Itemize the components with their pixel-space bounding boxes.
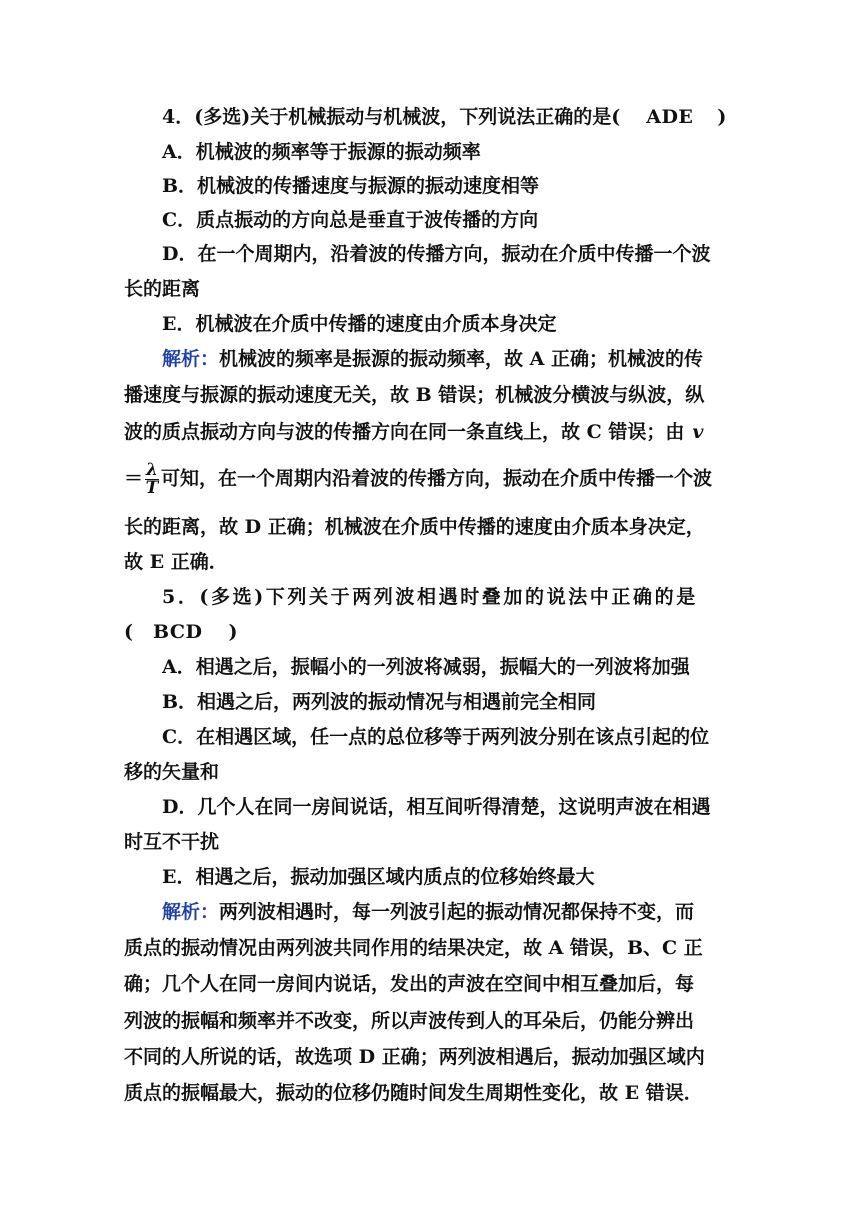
- q5-stem-line-2: [124, 619, 238, 645]
- q5-analysis-line-1: [162, 899, 694, 925]
- q4-analysis-line-4: [124, 462, 712, 497]
- q4-stem: [162, 104, 726, 130]
- q4-option-c: C．质点振动的方向总是垂直于波传播的方向: [162, 209, 539, 231]
- formula-denominator: T: [145, 478, 159, 498]
- q5-option-c-cont: 移的矢量和: [124, 761, 220, 783]
- q5-analysis-label: 解析：: [162, 901, 220, 923]
- q5-option-d-cont: 时互不干扰: [124, 831, 220, 853]
- q4-stem-prefix: 4．(多选)关于机械振动与机械波，下列说法正确的是(: [162, 106, 621, 128]
- q4-analysis-line-6: 故 E 正确．: [124, 551, 228, 573]
- q4-stem-suffix: ): [717, 106, 727, 128]
- q5-option-b: B．相遇之后，两列波的振动情况与相遇前完全相同: [162, 691, 597, 713]
- q5-analysis-text-1: 两列波相遇时，每一列波引起的振动情况都保持不变，而: [219, 901, 695, 923]
- q5-option-e: E．相遇之后，振动加强区域内质点的位移始终最大: [162, 866, 595, 888]
- q5-stem-suffix: ): [228, 621, 238, 643]
- q5-answer: BCD: [153, 621, 203, 643]
- q4-option-a: A．机械波的频率等于振源的振动频率: [162, 141, 481, 163]
- q4-analysis-line-3: [124, 419, 703, 445]
- q5-analysis-line-4: 列波的振幅和频率并不改变，所以声波传到人的耳朵后，仍能分辨出: [124, 1010, 695, 1032]
- q4-analysis-line-5: 长的距离，故 D 正确；机械波在介质中传播的速度由介质本身决定，: [124, 516, 705, 538]
- q5-analysis-line-6: 质点的振幅最大，振动的位移仍随时间发生周期性变化，故 E 错误．: [124, 1082, 703, 1104]
- q5-option-a: A．相遇之后，振幅小的一列波将减弱，振幅大的一列波将加强: [162, 656, 690, 678]
- q4-option-d-cont: 长的距离: [124, 278, 201, 300]
- q5-analysis-line-2: 质点的振动情况由两列波共同作用的结果决定，故 A 错误，B、C 正: [124, 937, 703, 959]
- q4-analysis-line-1: [162, 346, 703, 372]
- q4-analysis-text-1: 机械波的频率是振源的振动频率，故 A 正确；机械波的传: [219, 348, 703, 370]
- q4-analysis-text-4: 可知，在一个周期内沿着波的传播方向，振动在介质中传播一个波: [160, 467, 712, 490]
- q5-analysis-line-3: 确；几个人在同一房间内说话，发出的声波在空间中相互叠加后，每: [124, 973, 695, 995]
- q5-option-d: D．几个人在同一房间说话，相互间听得清楚，这说明声波在相遇: [162, 796, 711, 818]
- formula-equals: ＝: [124, 467, 144, 490]
- q5-analysis-line-5: 不同的人所说的话，故选项 D 正确；两列波相遇后，振动加强区域内: [124, 1046, 705, 1068]
- q4-option-d: D．在一个周期内，沿着波的传播方向，振动在介质中传播一个波: [162, 243, 711, 265]
- q4-option-b: B．机械波的传播速度与振源的振动速度相等: [162, 175, 540, 197]
- formula-v: v: [692, 421, 704, 443]
- q5-stem-prefix: (: [124, 621, 133, 643]
- q5-option-c: C．在相遇区域，任一点的总位移等于两列波分别在该点引起的位: [162, 726, 710, 748]
- q4-answer: ADE: [646, 106, 694, 128]
- formula-fraction: [145, 462, 159, 497]
- q4-analysis-line-2: 播速度与振源的振动速度无关，故 B 错误；机械波分横波与纵波，纵: [124, 384, 705, 406]
- q5-stem-line-1: 5．(多选)下列关于两列波相遇时叠加的说法中正确的是: [162, 586, 698, 608]
- q4-option-e: E．机械波在介质中传播的速度由介质本身决定: [162, 313, 557, 335]
- formula-numerator: λ: [146, 460, 158, 480]
- q4-analysis-label: 解析：: [162, 348, 220, 370]
- q4-analysis-text-3: 波的质点振动方向与波的传播方向在同一条直线上，故 C 错误；由: [124, 421, 685, 443]
